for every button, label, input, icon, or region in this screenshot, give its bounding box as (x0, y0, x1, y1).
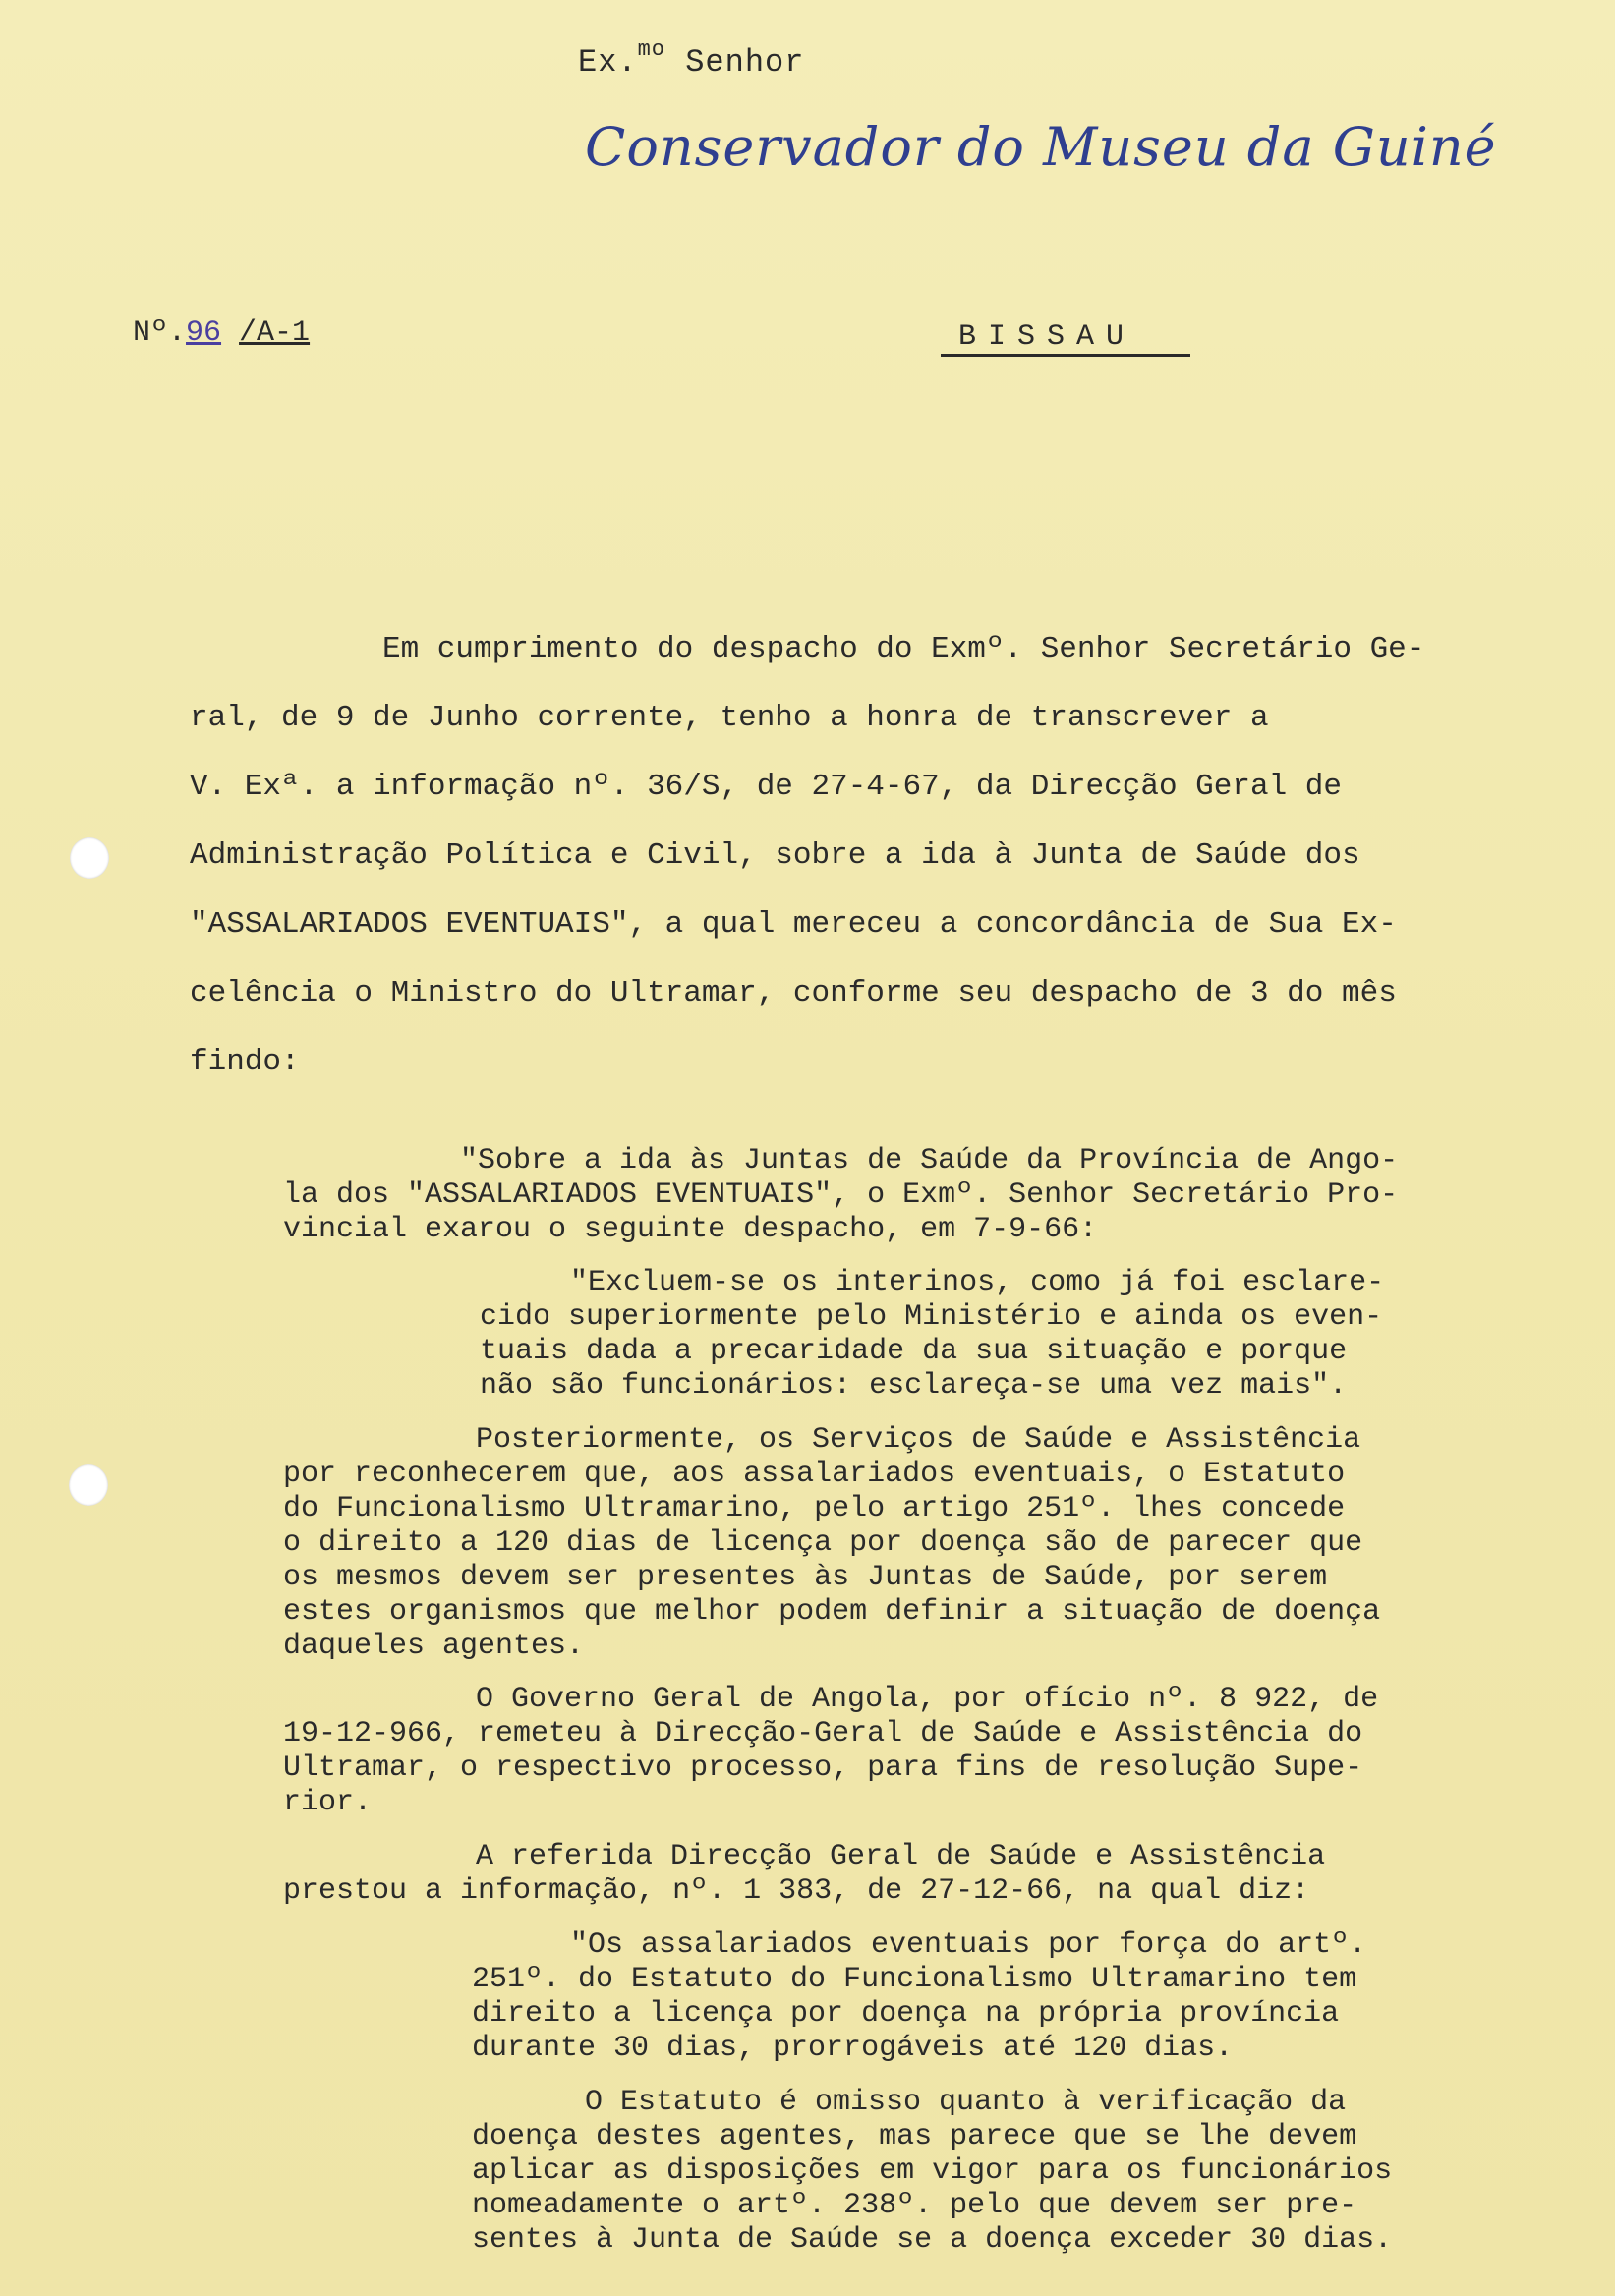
text-line: Posteriormente, os Serviços de Saúde e Assistência (476, 1423, 1361, 1457)
punch-hole (70, 837, 109, 879)
quote-paragraph-3 (283, 1423, 1502, 1664)
text-line: o direito a 120 dias de licença por doença são de parecer que (283, 1526, 1363, 1560)
text-line: os mesmos devem ser presentes às Juntas de Saúde, por serem (283, 1561, 1328, 1594)
text-line: V. Exª. a informação nº. 36/S, de 27-4-67, da Direcção Geral de (190, 770, 1342, 804)
text-line: la dos "ASSALARIADOS EVENTUAIS", o Exmº. Senhor Secretário Pro- (283, 1178, 1399, 1212)
city-heading: BISSAU (958, 320, 1136, 354)
text-line: "Os assalariados eventuais por força do artº. (570, 1928, 1367, 1962)
text-line: não são funcionários: esclareça-se uma vez mais". (480, 1369, 1348, 1403)
text-line: "Excluem-se os interinos, como já foi esclare- (570, 1266, 1385, 1299)
reference-label: Nº. (133, 316, 187, 350)
salutation-word: Senhor (685, 44, 805, 81)
text-line: Em cumprimento do despacho do Exmº. Senhor Secretário Ge- (382, 632, 1425, 666)
paragraph-intro (190, 615, 1477, 1097)
quote-paragraph-4 (283, 1683, 1502, 1820)
text-line: "Sobre a ida às Juntas de Saúde da Província de Ango- (460, 1144, 1399, 1177)
text-line: por reconhecerem que, aos assalariados eventuais, o Estatuto (283, 1458, 1346, 1491)
text-line: nomeadamente o artº. 238º. pelo que devem ser pre- (472, 2189, 1357, 2222)
text-line: ral, de 9 de Junho corrente, tenho a honra de transcrever a (190, 701, 1269, 735)
quote-paragraph-2 (480, 1266, 1482, 1404)
text-line: cido superiormente pelo Ministério e ainda os even- (480, 1300, 1383, 1334)
salutation-prefix: Ex. (578, 44, 638, 81)
text-line: sentes à Junta de Saúde se a doença exceder 30 dias. (472, 2223, 1393, 2257)
quote-paragraph-1 (283, 1144, 1502, 1247)
text-line: tuais dada a precaridade da sua situação e porque (480, 1335, 1348, 1368)
text-line: A referida Direcção Geral de Saúde e Assistência (476, 1840, 1326, 1873)
text-line: prestou a informação, nº. 1 383, de 27-12-66, na qual diz: (283, 1874, 1310, 1908)
text-line: Ultramar, o respectivo processo, para fins de resolução Supe- (283, 1751, 1363, 1785)
text-line: 19-12-966, remeteu à Direcção-Geral de Saúde e Assistência do (283, 1717, 1363, 1751)
text-line: Administração Política e Civil, sobre a ida à Junta de Saúde dos (190, 838, 1360, 873)
reference-number-value: 96 (186, 316, 222, 350)
text-line: O Governo Geral de Angola, por ofício nº. 8 922, de (476, 1683, 1379, 1716)
reference-suffix: /A-1 (239, 316, 311, 350)
text-line: doença destes agentes, mas parece que se lhe devem (472, 2120, 1357, 2153)
reference-number (133, 316, 310, 350)
text-line: "ASSALARIADOS EVENTUAIS", a qual mereceu a concordância de Sua Ex- (190, 907, 1397, 942)
text-line: direito a licença por doença na própria província (472, 1997, 1340, 2031)
salutation (578, 37, 804, 81)
text-line: celência o Ministro do Ultramar, conforme seu despacho de 3 do mês (190, 976, 1397, 1010)
text-line: daqueles agentes. (283, 1630, 585, 1663)
quote-paragraph-7 (472, 2086, 1484, 2258)
text-line: estes organismos que melhor podem definir a situação de doença (283, 1595, 1381, 1629)
quote-paragraph-5 (283, 1840, 1502, 1909)
punch-hole (69, 1464, 108, 1506)
text-line: vincial exarou o seguinte despacho, em 7-9-66: (283, 1213, 1098, 1246)
handwritten-recipient: Conservador do Museu da Guiné (585, 116, 1497, 178)
quote-paragraph-6 (472, 1928, 1484, 2066)
salutation-superscript: mo (637, 37, 666, 62)
text-line: O Estatuto é omisso quanto à verificação da (585, 2086, 1347, 2119)
text-line: durante 30 dias, prorrogáveis até 120 dias. (472, 2032, 1234, 2065)
text-line: rior. (283, 1786, 373, 1819)
text-line: 251º. do Estatuto do Funcionalismo Ultramarino tem (472, 1963, 1357, 1996)
city-underline (941, 354, 1190, 357)
text-line: findo: (190, 1045, 300, 1079)
text-line: do Funcionalismo Ultramarino, pelo artigo 251º. lhes concede (283, 1492, 1346, 1525)
text-line: aplicar as disposições em vigor para os funcionários (472, 2154, 1393, 2188)
